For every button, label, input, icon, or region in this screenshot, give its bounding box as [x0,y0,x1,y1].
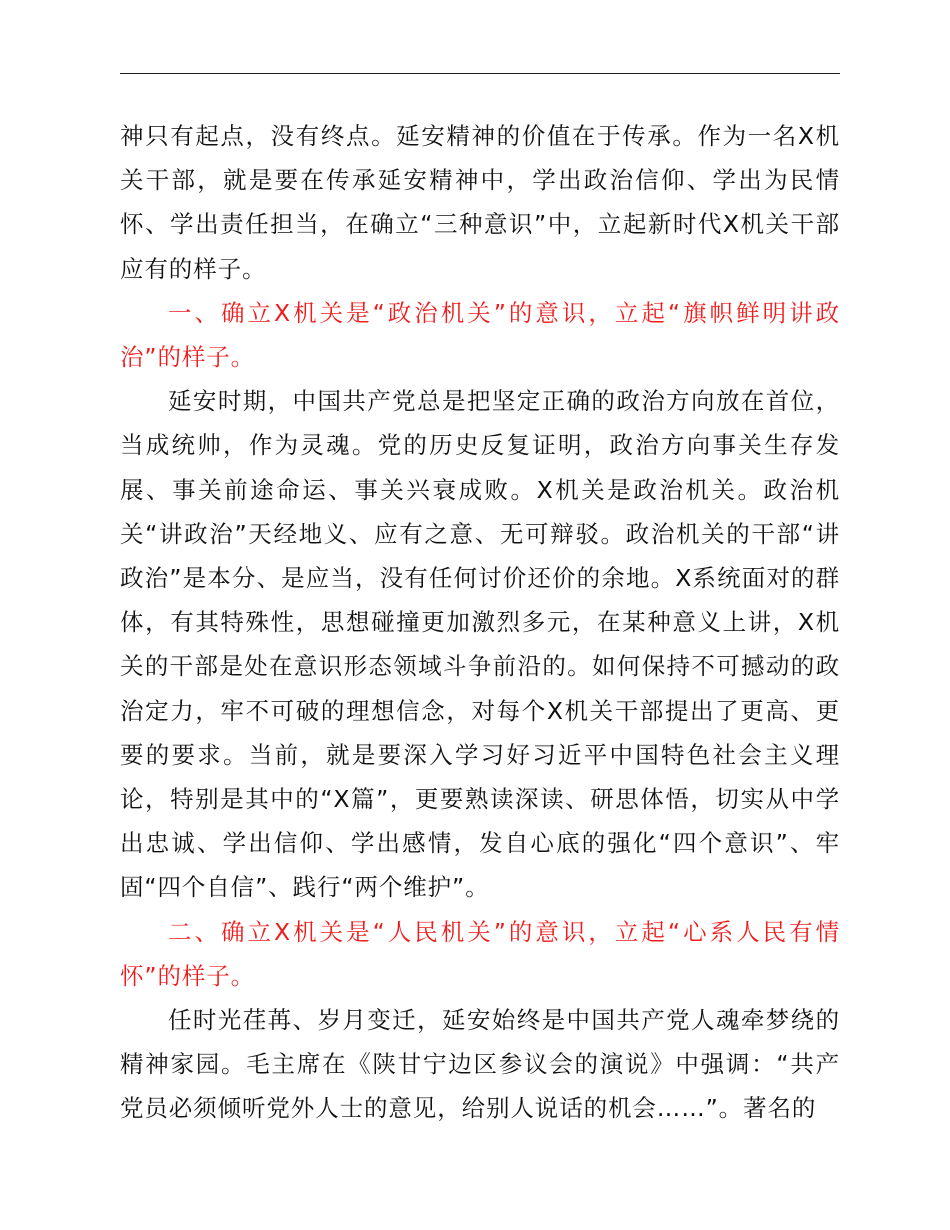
document-body [120,114,840,1131]
header-rule [120,73,840,74]
section-heading-political-organ: 一、确立X机关是“政治机关”的意识，立起“旗帜鲜明讲政治”的样子。 [120,298,840,372]
section-heading-people-organ: 二、确立X机关是“人民机关”的意识，立起“心系人民有情怀”的样子。 [120,917,840,990]
paragraph-spiritual-home: 任时光荏苒、岁月变迁，延安始终是中国共产党人魂牵梦绕的精神家园。毛主席在《陕甘宁边区参议会的演说》中强调：“共产党员必须倾听党外人士的意见，给别人说话的机会……”。著名的 [120,1006,840,1123]
paragraph-intro: 神只有起点，没有终点。延安精神的价值在于传承。作为一名X机关干部，就是要在传承延安精神中，学出政治信仰、学出为民情怀、学出责任担当，在确立“三种意识”中，立起新时代X机关干部应有的样子。 [120,122,840,283]
paragraph-political-direction: 延安时期，中国共产党总是把坚定正确的政治方向放在首位，当成统帅，作为灵魂。党的历史反复证明，政治方向事关生存发展、事关前途命运、事关兴衰成败。X机关是政治机关。政治机关“讲政治”天经地义、应有之意、无可辩驳。政治机关的干部“讲政治”是本分、是应当，没有任何讨价还价的余地。X系统面对的群体，有其特殊性，思想碰撞更加激烈多元，在某种意义上讲，X机关的干部是处在意识形态领域斗争前沿的。如何保持不可撼动的政治定力，牢不可破的理想信念，对每个X机关干部提出了更高、更要的要求。当前，就是要深入学习好习近平中国特色社会主义理论，特别是其中的“X篇”，更要熟读深读、研思体悟，切实从中学出忠诚、学出信仰、学出感情，发自心底的强化“四个意识”、牢固“四个自信”、践行“两个维护”。 [120,387,840,902]
